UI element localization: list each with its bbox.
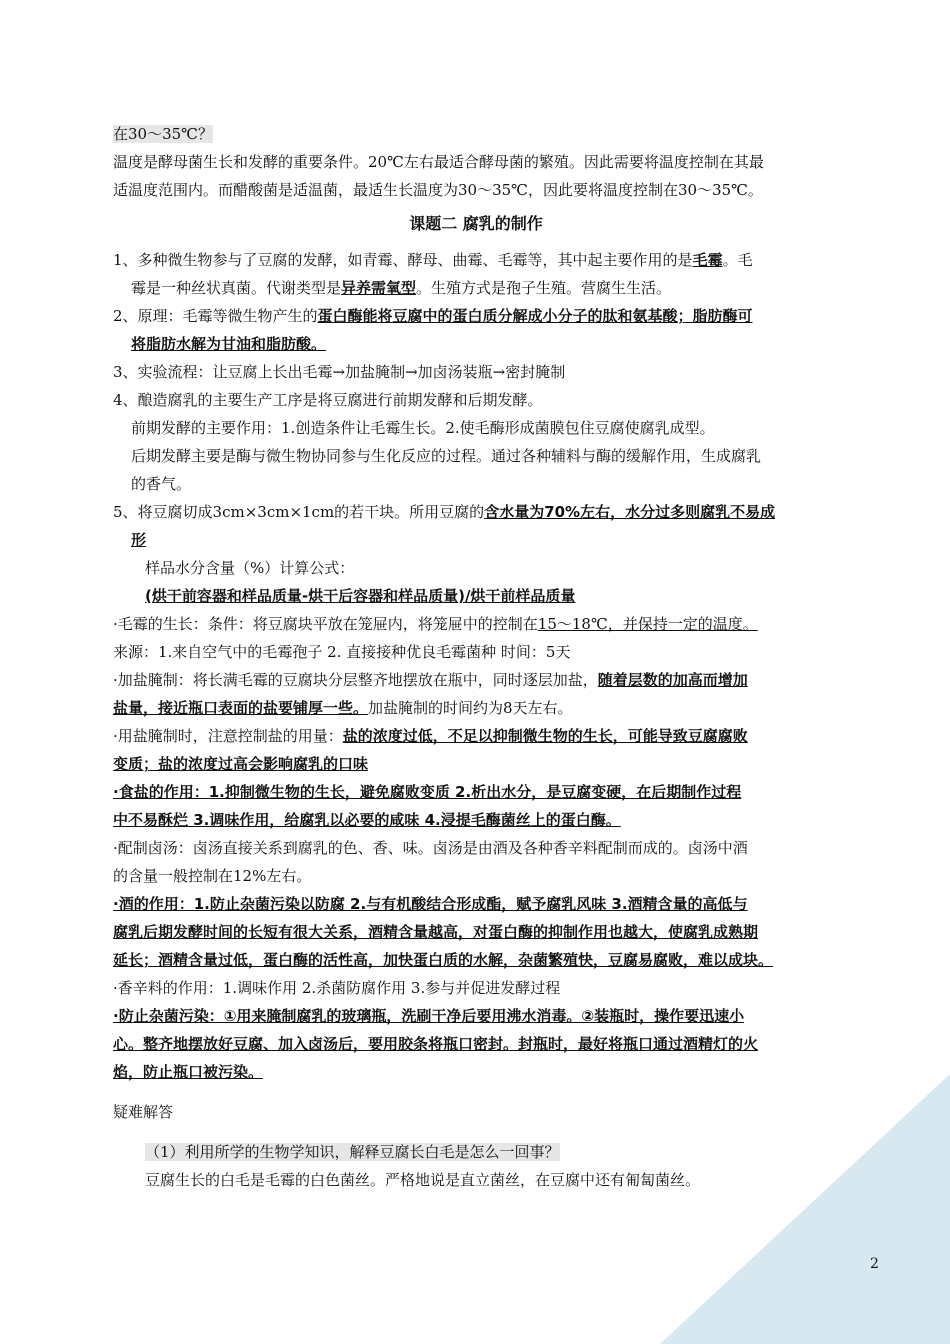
formula: (烘干前容器和样品质量-烘干后容器和样品质量)/烘干前样品质量 <box>145 587 576 605</box>
faq-answer-1: 豆腐生长的白毛是毛霉的白色菌丝。严格地说是直立菌丝，在豆腐中还有匍匐菌丝。 <box>145 1171 701 1189</box>
faq-heading: 疑难解答 <box>113 1103 174 1121</box>
point-4: 4、酿造腐乳的主要生产工序是将豆腐进行前期发酵和后期发酵。 <box>113 391 543 409</box>
bullet-mold-growth: ·毛霉的生长：条件：将豆腐块平放在笼屉内，将笼屉中的控制在15～18℃，并保持一定的温度。 <box>113 615 758 633</box>
point-1: 1、多种微生物参与了豆腐的发酵，如青霉、酵母、曲霉、毛霉等，其中起主要作用的是毛霉。毛 <box>113 251 753 269</box>
bullet-contamination: ·防止杂菌污染：①用来腌制腐乳的玻璃瓶，洗刷干净后要用沸水消毒。②装瓶时，操作要迅速小 <box>113 1007 745 1025</box>
question-continuation: 在30～35℃？ <box>113 125 213 143</box>
page-number: 2 <box>870 1256 879 1272</box>
formula-label: 样品水分含量（%）计算公式： <box>145 559 355 577</box>
faq-question-1: （1）利用所学的生物学知识，解释豆腐长白毛是怎么一回事？ <box>145 1143 560 1161</box>
bullet-wine-function: ·酒的作用：1.防止杂菌污染以防腐 2.与有机酸结合形成酯，赋予腐乳风味 3.酒精含量的高低与 <box>113 895 748 913</box>
point-3: 3、实验流程：让豆腐上长出毛霉→加盐腌制→加卤汤装瓶→密封腌制 <box>113 363 566 381</box>
bullet-salt-amount: ·用盐腌制时，注意控制盐的用量：盐的浓度过低，不足以抑制微生物的生长，可能导致豆腐腐败 <box>113 727 748 745</box>
answer-line-1: 温度是酵母菌生长和发酵的重要条件。20℃左右最适合酵母菌的繁殖。因此需要将温度控制在其最 <box>113 153 764 171</box>
bullet-spices: ·香辛料的作用：1.调味作用 2.杀菌防腐作用 3.参与并促进发酵过程 <box>113 979 561 997</box>
point-5: 5、将豆腐切成3cm×3cm×1cm的若干块。所用豆腐的含水量为70%左右，水分过多则腐乳不易成 <box>113 503 776 521</box>
document-page: 在30～35℃？ 温度是酵母菌生长和发酵的重要条件。20℃左右最适合酵母菌的繁殖。因此需要将温度控制在其最 适温度范围内。而醋酸菌是适温菌，最适生长温度为30～35℃，因此要将温度控制在30～35℃。 课题二 腐乳的制作 1、多种微生物参与了豆腐的发酵，如青霉、酵母、曲霉、毛霉等，其中起主要作用的是毛霉。毛 霉是一种丝状真菌。代谢类型是异养需氧型。生殖方式是孢子生殖。营腐生生活。 2、原理：毛霉等微生物产生的蛋白酶能将豆腐中的蛋白质分解成小分子的肽和氨基酸；脂肪酶可 将脂肪水解为甘油和脂肪酸。 3、实验流程：让豆腐上长出毛霉→加盐腌制→加卤汤装瓶→密封腌制 4、酿造腐乳的主要生产工序是将豆腐进行前期发酵和后期发酵。 前期发酵的主要作用：1.创造条件让毛霉生长。2.使毛酶形成菌膜包住豆腐使腐乳成型。 后期发酵主要是酶与微生物协同参与生化反应的过程。通过各种辅料与酶的缓解作用，生成腐乳 的香气。 5、将豆腐切成3cm×3cm×1cm的若干块。所用豆腐的含水量为70%左右，水分过多则腐乳不易成 形 样品水分含量（%）计算公式： (烘干前容器和样品质量-烘干后容器和样品质量)/烘干前样品质量 ·毛霉的生长：条件：将豆腐块平放在笼屉内，将笼屉中的控制在15～18℃，并保持一定的温度。 来源：1.来自空气中的毛霉孢子 2. 直接接种优良毛霉菌种 时间：5天 ·加盐腌制：将长满毛霉的豆腐块分层整齐地摆放在瓶中，同时逐层加盐，随着层数的加高而增加 盐量，接近瓶口表面的盐要铺厚一些。加盐腌制的时间约为8天左右。 ·用盐腌制时，注意控制盐的用量：盐的浓度过低，不足以抑制微生物的生长，可能导致豆腐腐败 变质；盐的浓度过高会影响腐乳的口味 ·食盐的作用：1.抑制微生物的生长，避免腐败变质 2.析出水分，是豆腐变硬，在后期制作过程 中不易酥烂 3.调味作用，给腐乳以必要的咸味 4.浸提毛酶菌丝上的蛋白酶。 ·配制卤汤：卤汤直接关系到腐乳的色、香、味。卤汤是由酒及各种香辛料配制而成的。卤汤中酒 的含量一般控制在12%左右。 ·酒的作用：1.防止杂菌污染以防腐 2.与有机酸结合形成酯，赋予腐乳风味 3.酒精含量的高低与 腐乳后期发酵时间的长短有很大关系，酒精含量越高，对蛋白酶的抑制作用也越大，使腐乳成熟期 延长；酒精含量过低，蛋白酶的活性高，加快蛋白质的水解，杂菌繁殖快，豆腐易腐败，难以成块。 ·香辛料的作用：1.调味作用 2.杀菌防腐作用 3.参与并促进发酵过程 ·防止杂菌污染：①用来腌制腐乳的玻璃瓶，洗刷干净后要用沸水消毒。②装瓶时，操作要迅速小 心。整齐地摆放好豆腐、加入卤汤后，要用胶条将瓶口密封。封瓶时，最好将瓶口通过酒精灯的火 焰，防止瓶口被污染。 疑难解答 （1）利用所学的生物学知识，解释豆腐长白毛是怎么一回事？ 豆腐生长的白毛是毛霉的白色菌丝。严格地说是直立菌丝，在豆腐中还有匍匐菌丝。 <box>113 120 839 1194</box>
section-title: 课题二 腐乳的制作 <box>409 214 543 233</box>
bullet-salt-function: ·食盐的作用：1.抑制微生物的生长，避免腐败变质 2.析出水分，是豆腐变硬，在后期制作过程 <box>113 783 742 801</box>
answer-line-2: 适温度范围内。而醋酸菌是适温菌，最适生长温度为30～35℃，因此要将温度控制在30～35℃。 <box>113 181 763 199</box>
bullet-salting: ·加盐腌制：将长满毛霉的豆腐块分层整齐地摆放在瓶中，同时逐层加盐，随着层数的加高而增加 <box>113 671 748 689</box>
bullet-brine: ·配制卤汤：卤汤直接关系到腐乳的色、香、味。卤汤是由酒及各种香辛料配制而成的。卤汤中酒 <box>113 839 748 857</box>
point-2: 2、原理：毛霉等微生物产生的蛋白酶能将豆腐中的蛋白质分解成小分子的肽和氨基酸；脂肪酶可 <box>113 307 753 325</box>
